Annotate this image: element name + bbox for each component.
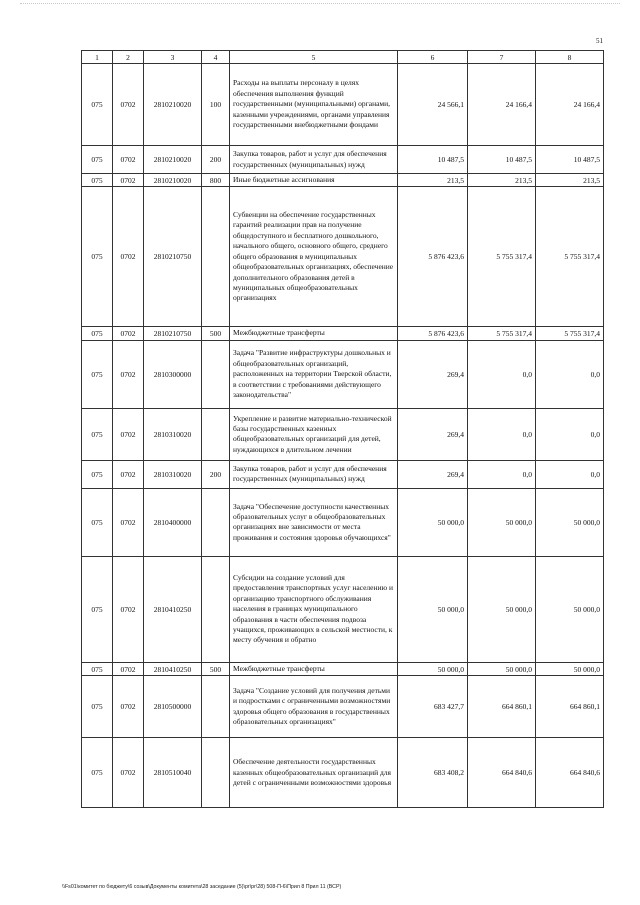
expense-type-code: 500 bbox=[202, 662, 230, 675]
target-article-code: 2810300000 bbox=[144, 340, 202, 408]
section-code: 0702 bbox=[113, 662, 144, 675]
ministry-code: 075 bbox=[82, 146, 113, 174]
file-path-footer: \\Fs01\комитет по бюджету\6 созыв\Документы комитета\28 заседание (5)\pr\pr\28) 508-П-6\Прил 8 Прил 11 (ВСР) bbox=[62, 884, 342, 890]
item-name: Закупка товаров, работ и услуг для обеспечения государственных (муниципальных) нужд bbox=[230, 460, 398, 488]
section-code: 0702 bbox=[113, 408, 144, 460]
amount-year-1: 50 000,0 bbox=[398, 556, 468, 662]
amount-year-2: 50 000,0 bbox=[468, 662, 536, 675]
amount-year-1: 269,4 bbox=[398, 408, 468, 460]
amount-year-3: 213,5 bbox=[536, 174, 604, 187]
item-name: Задача "Создание условий для получения детьми и подростками с ограниченными возможностями здоровья общего образования в государственных образовательных организациях" bbox=[230, 676, 398, 738]
amount-year-3: 50 000,0 bbox=[536, 556, 604, 662]
table-row bbox=[82, 738, 604, 808]
expense-type-code: 100 bbox=[202, 64, 230, 146]
expense-type-code: 200 bbox=[202, 460, 230, 488]
amount-year-2: 664 840,6 bbox=[468, 738, 536, 808]
item-name: Закупка товаров, работ и услуг для обеспечения государственных (муниципальных) нужд bbox=[230, 146, 398, 174]
amount-year-2: 0,0 bbox=[468, 340, 536, 408]
amount-year-3: 24 166,4 bbox=[536, 64, 604, 146]
table-row bbox=[82, 187, 604, 327]
col-6-header: 6 bbox=[398, 51, 468, 64]
amount-year-2: 664 860,1 bbox=[468, 676, 536, 738]
item-name: Иные бюджетные ассигнования bbox=[230, 174, 398, 187]
section-code: 0702 bbox=[113, 340, 144, 408]
target-article-code: 2810310020 bbox=[144, 460, 202, 488]
amount-year-2: 0,0 bbox=[468, 460, 536, 488]
ministry-code: 075 bbox=[82, 408, 113, 460]
amount-year-2: 0,0 bbox=[468, 408, 536, 460]
expense-type-code bbox=[202, 738, 230, 808]
item-name: Укрепление и развитие материально-технической базы государственных казенных общеобразовательных организаций для детей, нуждающихся в длительном лечении bbox=[230, 408, 398, 460]
expense-type-code: 200 bbox=[202, 146, 230, 174]
amount-year-3: 0,0 bbox=[536, 408, 604, 460]
expense-type-code bbox=[202, 676, 230, 738]
col-2-header: 2 bbox=[113, 51, 144, 64]
ministry-code: 075 bbox=[82, 187, 113, 327]
table-row bbox=[82, 327, 604, 340]
amount-year-2: 5 755 317,4 bbox=[468, 327, 536, 340]
table-row bbox=[82, 174, 604, 187]
ministry-code: 075 bbox=[82, 556, 113, 662]
target-article-code: 2810510040 bbox=[144, 738, 202, 808]
table-row bbox=[82, 146, 604, 174]
section-code: 0702 bbox=[113, 327, 144, 340]
amount-year-1: 24 566,1 bbox=[398, 64, 468, 146]
section-code: 0702 bbox=[113, 488, 144, 556]
amount-year-1: 683 408,2 bbox=[398, 738, 468, 808]
amount-year-1: 683 427,7 bbox=[398, 676, 468, 738]
target-article-code: 2810210020 bbox=[144, 174, 202, 187]
target-article-code: 2810310020 bbox=[144, 408, 202, 460]
amount-year-3: 0,0 bbox=[536, 340, 604, 408]
target-article-code: 2810210750 bbox=[144, 327, 202, 340]
table-row bbox=[82, 662, 604, 675]
scan-edge-artifact bbox=[20, 3, 620, 5]
section-code: 0702 bbox=[113, 146, 144, 174]
col-5-header: 5 bbox=[230, 51, 398, 64]
target-article-code: 2810210750 bbox=[144, 187, 202, 327]
item-name: Расходы на выплаты персоналу в целях обеспечения выполнения функций государственными (муниципальными) органами, казенными учреждениями, органами управления государственными внебюджетными фондами bbox=[230, 64, 398, 146]
amount-year-2: 213,5 bbox=[468, 174, 536, 187]
item-name: Субвенции на обеспечение государственных гарантий реализации прав на получение общедоступного и бесплатного дошкольного, начального общего, основного общего, среднего общего образования в муниципальных общеобразовательных организациях, обеспечение дополнительного образования детей в муниципальных общеобразовательных организациях bbox=[230, 187, 398, 327]
ministry-code: 075 bbox=[82, 676, 113, 738]
amount-year-2: 5 755 317,4 bbox=[468, 187, 536, 327]
item-name: Субсидии на создание условий для предоставления транспортных услуг населению и организацию транспортного обслуживания населения в границах муниципального образования в части обеспечения подвоза учащихся, проживающих в сельской местности, к месту обучения и обратно bbox=[230, 556, 398, 662]
amount-year-1: 50 000,0 bbox=[398, 488, 468, 556]
amount-year-3: 0,0 bbox=[536, 460, 604, 488]
section-code: 0702 bbox=[113, 187, 144, 327]
amount-year-1: 269,4 bbox=[398, 340, 468, 408]
expense-type-code bbox=[202, 488, 230, 556]
section-code: 0702 bbox=[113, 64, 144, 146]
expense-type-code bbox=[202, 408, 230, 460]
table-row bbox=[82, 64, 604, 146]
ministry-code: 075 bbox=[82, 64, 113, 146]
table-row bbox=[82, 676, 604, 738]
amount-year-1: 10 487,5 bbox=[398, 146, 468, 174]
amount-year-1: 5 876 423,6 bbox=[398, 187, 468, 327]
ministry-code: 075 bbox=[82, 340, 113, 408]
ministry-code: 075 bbox=[82, 488, 113, 556]
section-code: 0702 bbox=[113, 174, 144, 187]
section-code: 0702 bbox=[113, 556, 144, 662]
amount-year-2: 50 000,0 bbox=[468, 488, 536, 556]
section-code: 0702 bbox=[113, 460, 144, 488]
amount-year-3: 50 000,0 bbox=[536, 662, 604, 675]
amount-year-3: 664 860,1 bbox=[536, 676, 604, 738]
amount-year-1: 213,5 bbox=[398, 174, 468, 187]
col-8-header: 8 bbox=[536, 51, 604, 64]
target-article-code: 2810500000 bbox=[144, 676, 202, 738]
target-article-code: 2810410250 bbox=[144, 556, 202, 662]
section-code: 0702 bbox=[113, 676, 144, 738]
amount-year-3: 5 755 317,4 bbox=[536, 327, 604, 340]
ministry-code: 075 bbox=[82, 174, 113, 187]
section-code: 0702 bbox=[113, 738, 144, 808]
target-article-code: 2810410250 bbox=[144, 662, 202, 675]
amount-year-2: 24 166,4 bbox=[468, 64, 536, 146]
ministry-code: 075 bbox=[82, 662, 113, 675]
expense-type-code bbox=[202, 556, 230, 662]
expense-type-code bbox=[202, 187, 230, 327]
budget-table bbox=[81, 50, 604, 808]
col-7-header: 7 bbox=[468, 51, 536, 64]
ministry-code: 075 bbox=[82, 460, 113, 488]
table-row bbox=[82, 340, 604, 408]
amount-year-1: 269,4 bbox=[398, 460, 468, 488]
expense-type-code: 500 bbox=[202, 327, 230, 340]
target-article-code: 2810400000 bbox=[144, 488, 202, 556]
table-row bbox=[82, 488, 604, 556]
amount-year-2: 10 487,5 bbox=[468, 146, 536, 174]
amount-year-1: 50 000,0 bbox=[398, 662, 468, 675]
col-4-header: 4 bbox=[202, 51, 230, 64]
table-row bbox=[82, 408, 604, 460]
amount-year-3: 664 840,6 bbox=[536, 738, 604, 808]
ministry-code: 075 bbox=[82, 327, 113, 340]
item-name: Межбюджетные трансферты bbox=[230, 662, 398, 675]
col-3-header: 3 bbox=[144, 51, 202, 64]
item-name: Межбюджетные трансферты bbox=[230, 327, 398, 340]
target-article-code: 2810210020 bbox=[144, 64, 202, 146]
item-name: Задача "Обеспечение доступности качественных образовательных услуг в общеобразовательных организациях вне зависимости от места проживания и состояния здоровья обучающихся" bbox=[230, 488, 398, 556]
expense-type-code: 800 bbox=[202, 174, 230, 187]
amount-year-3: 50 000,0 bbox=[536, 488, 604, 556]
amount-year-2: 50 000,0 bbox=[468, 556, 536, 662]
target-article-code: 2810210020 bbox=[144, 146, 202, 174]
amount-year-3: 10 487,5 bbox=[536, 146, 604, 174]
expense-type-code bbox=[202, 340, 230, 408]
item-name: Обеспечение деятельности государственных казенных общеобразовательных организаций для детей с ограниченными возможностями здоровья bbox=[230, 738, 398, 808]
table-row bbox=[82, 460, 604, 488]
item-name: Задача "Развитие инфраструктуры дошкольных и общеобразовательных организаций, расположенных на территории Тверской области, в соответствии с требованиями действующего законодательства" bbox=[230, 340, 398, 408]
table-row bbox=[82, 556, 604, 662]
header-row bbox=[82, 51, 604, 64]
amount-year-3: 5 755 317,4 bbox=[536, 187, 604, 327]
amount-year-1: 5 876 423,6 bbox=[398, 327, 468, 340]
page-number: 51 bbox=[596, 37, 603, 45]
col-1-header: 1 bbox=[82, 51, 113, 64]
ministry-code: 075 bbox=[82, 738, 113, 808]
